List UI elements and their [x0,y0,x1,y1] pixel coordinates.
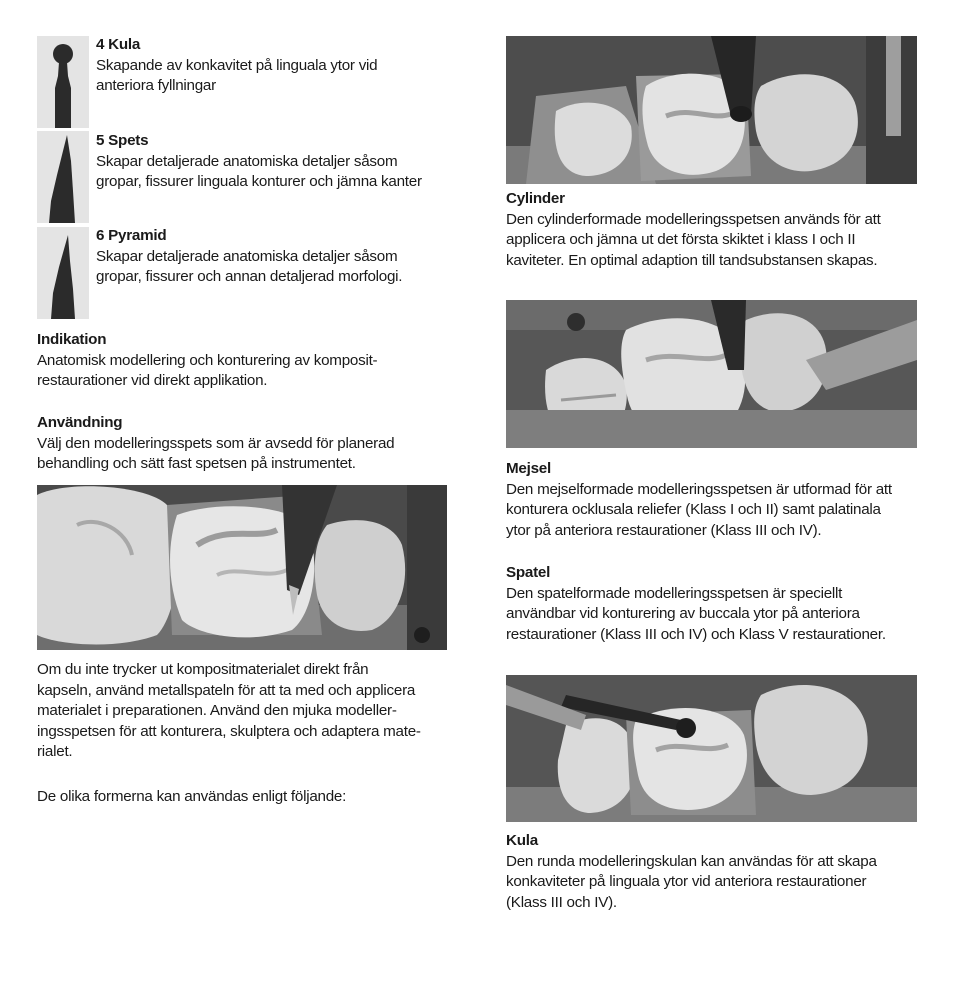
tip-pyramid-title: 6 Pyramid [96,227,167,244]
spatula-heading: Spatel [506,564,551,581]
body-line: ingsspetsen för att konturera, skulptera och adaptera mate- [37,722,421,740]
ball-photo [506,675,917,822]
ball-line: Den runda modelleringskulan kan användas för att skapa [506,852,877,870]
tip-pyramid-line: Skapar detaljerade anatomiska detaljer såsom [96,247,398,265]
cylinder-heading: Cylinder [506,190,565,207]
body-line: rialet. [37,743,73,760]
indication-line: Anatomisk modellering och konturering av komposit- [37,351,378,369]
point-tip-image [37,131,89,223]
cylinder-photo [506,36,917,184]
tip-kula-title: 4 Kula [96,36,141,53]
tip-spets-line: gropar, fissurer linguala konturer och jämna kanter [96,173,422,190]
ball-line: (Klass III och IV). [506,893,617,911]
indication-heading: Indikation [37,331,107,348]
ball-tip-image [37,36,89,128]
usage-line: Välj den modelleringsspets som är avsedd för planerad [37,434,395,452]
tip-pyramid-text [96,226,402,288]
chisel-photo [506,300,917,448]
forms-intro-line: De olika formerna kan användas enligt följande: [37,788,347,805]
usage-line: behandling och sätt fast spetsen på instrumentet. [37,455,356,472]
tip-kula-text [96,35,377,97]
cylinder-line: kaviteter. En optimal adaption till tandsubstansen skapas. [506,251,878,269]
tip-spets-title: 5 Spets [96,132,149,149]
body-line: kapseln, använd metallspateln för att ta med och applicera [37,681,416,699]
body-line: materialet i preparationen. Använd den mjuka modeller- [37,702,397,719]
ball-heading: Kula [506,832,538,849]
body-paragraph [37,660,421,763]
ball-line: konkaviteter på linguala ytor vid anteriora restaurationer [506,873,867,890]
ball-section [506,831,877,913]
forms-intro [37,787,346,808]
tip-spets-line: Skapar detaljerade anatomiska detaljer såsom [96,152,398,170]
indication-section [37,330,377,392]
tip-kula-line: anteriora fyllningar [96,77,216,94]
spatula-line: restaurationer (Klass III och IV) och Klass V restaurationer. [506,625,886,643]
pyramid-tip-image [37,227,89,319]
tip-kula-line: Skapande av konkavitet på linguala ytor vid [96,56,378,74]
cylinder-line: applicera och jämna ut det första skiktet i klass I och II [506,231,856,248]
body-line: Om du inte trycker ut kompositmaterialet direkt från [37,661,369,678]
usage-section [37,413,394,475]
cylinder-line: Den cylinderformade modelleringsspetsen används för att [506,210,881,228]
spatula-application-photo [37,485,447,650]
chisel-section [506,459,892,541]
spatula-line: användbar vid konturering av buccala ytor på anteriora [506,605,860,622]
spatula-line: Den spatelformade modelleringsspetsen är speciellt [506,584,843,602]
chisel-line: konturera ocklusala reliefer (Klass I och II) samt palatinala [506,501,881,518]
spatula-section [506,563,886,645]
chisel-heading: Mejsel [506,460,551,477]
tip-pyramid-line: gropar, fissurer och annan detaljerad morfologi. [96,268,403,285]
cylinder-section [506,189,881,271]
chisel-line: Den mejselformade modelleringsspetsen är utformad för att [506,480,892,498]
tip-spets-text [96,131,422,193]
usage-heading: Användning [37,414,123,431]
chisel-line: ytor på anteriora restaurationer (Klass III och IV). [506,521,822,539]
indication-line: restaurationer vid direkt applikation. [37,372,268,389]
